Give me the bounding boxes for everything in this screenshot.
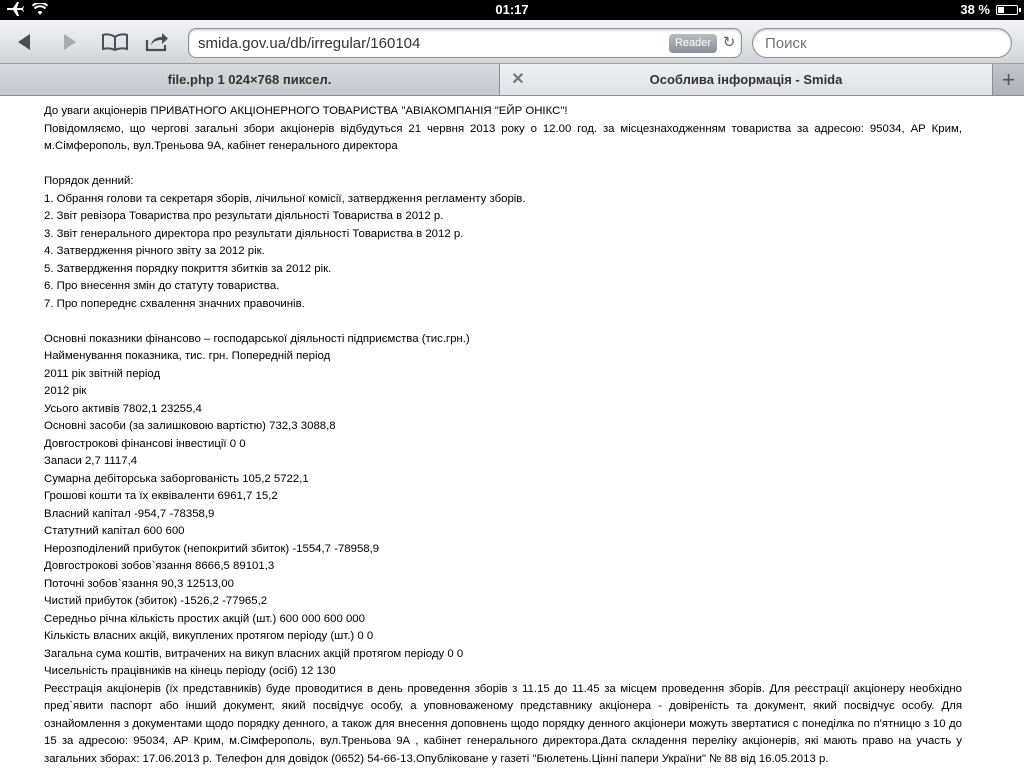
agenda-item: 1. Обрання голови та секретаря зборів, лічильної комісії, затвердження регламенту зборів. xyxy=(44,192,526,205)
status-bar xyxy=(0,0,1024,20)
finance-line: Основні засоби (за залишковою вартістю) 732,3 3088,8 xyxy=(44,420,336,432)
search-field[interactable] xyxy=(752,28,1012,58)
finance-line: Середньо річна кількість простих акцій (шт.) 600 000 600 000 xyxy=(44,612,365,625)
tab-file-php[interactable] xyxy=(0,64,500,95)
finance-line: Нерозподілений прибуток (непокритий збиток) -1554,7 -78958,9 xyxy=(44,542,380,555)
address-bar[interactable] xyxy=(188,28,742,58)
battery-fill xyxy=(998,7,1004,13)
agenda-list xyxy=(44,191,962,314)
meeting-notice: Повідомляємо, що чергові загальні збори акціонерів відбудуться 21 червня 2013 року о 12.00 год. за місцезнаходженням товариства за адресою: 95034, АР Крим, м.Сімферополь, вул.Треньова 9А, кабінет генерального директора xyxy=(44,122,962,152)
finance-line: Сумарна дебіторська заборгованість 105,2 5722,1 xyxy=(44,472,309,485)
finance-line: Довгострокові фінансові інвестиції 0 0 xyxy=(44,437,246,450)
tab-bar xyxy=(0,64,1024,96)
finance-line: Власний капітал -954,7 -78358,9 xyxy=(44,507,215,520)
tab-smida-active[interactable] xyxy=(500,64,992,95)
agenda-item: 4. Затвердження річного звіту за 2012 рік. xyxy=(44,245,265,257)
agenda-item: 2. Звіт ревізора Товариства про результати діяльності Товариства в 2012 р. xyxy=(44,210,444,222)
share-icon xyxy=(145,32,169,52)
finance-indicators xyxy=(44,331,962,681)
finance-line: Основні показники фінансово – господарської діяльності підприємства (тис.грн.) xyxy=(44,332,470,345)
address-url: smida.gov.ua/db/irregular/160104 xyxy=(198,35,421,52)
agenda-title: Порядок денний: xyxy=(44,175,134,187)
agenda-item: 6. Про внесення змін до статуту товариства. xyxy=(44,280,280,292)
spacer xyxy=(44,313,962,331)
tab-label: Особлива інформація - Smida xyxy=(649,72,843,87)
search-input[interactable] xyxy=(763,34,997,53)
status-time: 01:17 xyxy=(495,2,529,17)
forward-button[interactable] xyxy=(56,28,84,56)
reload-icon[interactable]: ↻ xyxy=(722,34,736,51)
plus-icon: + xyxy=(1002,67,1015,92)
page-content xyxy=(44,103,962,768)
finance-line: 2011 рік звітній період xyxy=(44,367,161,380)
agenda-item: 3. Звіт генерального директора про результати діяльності Товариства в 2012 р. xyxy=(44,227,464,240)
finance-line: Чистий прибуток (збиток) -1526,2 -77965,2 xyxy=(44,595,268,607)
bookmarks-button[interactable] xyxy=(100,28,130,56)
bookmarks-book-icon xyxy=(102,33,128,51)
new-tab-button[interactable] xyxy=(992,64,1024,95)
back-arrow-icon xyxy=(14,33,34,51)
status-right xyxy=(960,2,1018,17)
forward-arrow-icon xyxy=(60,33,80,51)
finance-line: Поточні зобов`язання 90,3 12513,00 xyxy=(44,577,234,590)
finance-line: Загальна сума коштів, витрачених на викуп власних акцій протягом періоду 0 0 xyxy=(44,647,464,660)
finance-line: Усього активів 7802,1 23255,4 xyxy=(44,402,202,415)
agenda-item: 7. Про попереднє схвалення значних правочинів. xyxy=(44,297,305,310)
finance-line: Чисельність працівників на кінець періоду (осіб) 12 130 xyxy=(44,665,336,677)
reader-button[interactable]: Reader xyxy=(669,34,717,53)
intro-heading: До уваги акціонерів ПРИВАТНОГО АКЦІОНЕРНОГО ТОВАРИСТВА "АВІАКОМПАНІЯ "ЕЙР ОНІКС"! xyxy=(44,105,568,117)
browser-toolbar xyxy=(0,20,1024,64)
share-button[interactable] xyxy=(142,28,172,56)
finance-line: Запаси 2,7 1117,4 xyxy=(44,455,138,467)
finance-line: Кількість власних акцій, викуплених протягом періоду (шт.) 0 0 xyxy=(44,630,374,642)
registration-info: Реєстрація акціонерів (їх представників) буде проводитися в день проведення зборів з 11.15 до 11.45 за місцем проведення зборів. Для реєстрації акціонеру необхідно пред`явити паспорт або інший документ, який посвідчує особу, а уповноваженому представнику акціонера - довіреність та документ, який посвідчує особу. Для ознайомлення з документами щодо порядку денного, а також для внесення доповнень щодо порядку денного акціонери можуть звертатися с понеділка по п'ятницю з 10 до 15 за адресою: 95034, АР Крим, м.Сімферополь, вул.Треньова 9А , кабінет генерального директора.Дата складення переліку акціонерів, які мають право на участь у загальних зборах: 17.06.2013 р. Телефон для довідок (0652) 54-66-13.Опубліковане у газеті "Бюлетень.Цінні папери України" № 88 від 16.05.2013 р. xyxy=(44,682,962,765)
battery-percent: 38 % xyxy=(960,2,990,17)
battery-icon xyxy=(996,5,1018,15)
back-button[interactable] xyxy=(10,28,38,56)
spacer xyxy=(44,156,962,174)
finance-line: Найменування показника, тис. грн. Попередній період xyxy=(44,350,331,362)
finance-line: Довгострокові зобов`язання 8666,5 89101,3 xyxy=(44,560,275,572)
finance-line: Грошові кошти та їх еквіваленти 6961,7 15,2 xyxy=(44,490,278,502)
finance-line: 2012 рік xyxy=(44,385,87,397)
finance-line: Статутний капітал 600 600 xyxy=(44,525,185,537)
tab-label: file.php 1 024×768 пиксел. xyxy=(167,72,332,87)
agenda-item: 5. Затвердження порядку покриття збитків за 2012 рік. xyxy=(44,262,332,275)
close-tab-icon[interactable]: ✕ xyxy=(511,71,525,88)
